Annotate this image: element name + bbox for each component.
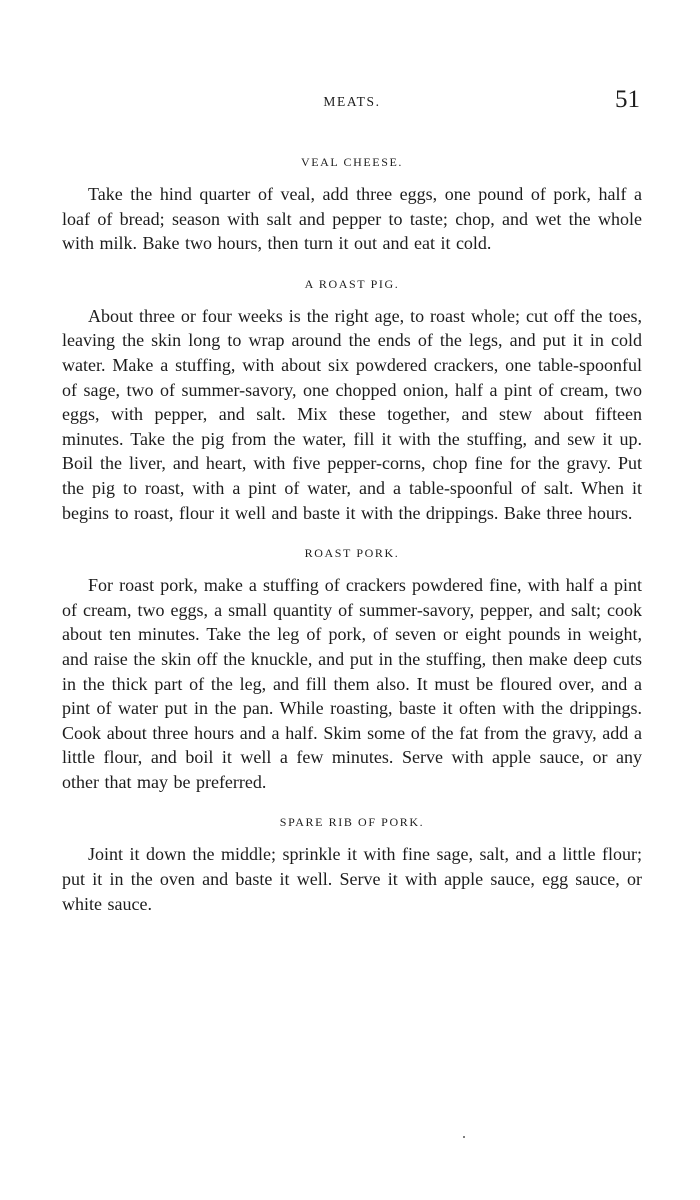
section-roast-pig <box>62 272 642 525</box>
paper-speck <box>463 1136 465 1138</box>
recipe-paragraph: For roast pork, make a stuffing of crackers powdered fine, with half a pint of cream, two eggs, a small quantity of summer-savory, pepper, and salt; cook about ten minutes. Take the leg of pork, of seven or eight pounds in weight, and raise the skin off the knuckle, and put in the stuffing, then make deep cuts in the thick part of the leg, and fill them also. It must be floured over, and a pint of water put in the pan. While roasting, baste it often with the drippings. Cook about three hours and a half. Skim some of the fat from the gravy, add a little flour, and boil it well a few minutes. Serve with apple sauce, or any other that may be preferred. <box>62 575 642 792</box>
section-roast-pork <box>62 541 642 794</box>
body-text <box>62 150 642 932</box>
section-heading: SPARE RIB OF PORK. <box>279 815 425 830</box>
running-head <box>62 86 642 120</box>
section-heading: VEAL CHEESE. <box>300 155 404 169</box>
section-heading: ROAST PORK. <box>304 546 400 561</box>
running-title: MEATS. <box>323 94 381 109</box>
section-veal-cheese <box>62 150 642 256</box>
section-spare-rib-of-pork <box>62 810 642 916</box>
section-heading: A ROAST PIG. <box>304 276 400 291</box>
page-number: 51 <box>615 86 640 113</box>
recipe-paragraph: Joint it down the middle; sprinkle it with fine sage, salt, and a little flour; put it in the oven and baste it well. Serve it with apple sauce, egg sauce, or white sauce. <box>62 844 642 914</box>
recipe-paragraph: About three or four weeks is the right age, to roast whole; cut off the toes, leaving the skin long to wrap around the ends of the legs, and put it in cold water. Make a stuffing, with about six powdered crackers, one table-spoonful of sage, two of summer-savory, one chopped onion, half a pint of cream, two eggs, with pepper, and salt. Mix these together, and stew about fifteen minutes. Take the pig from the water, fill it with the stuffing, and sew it up. Boil the liver, and heart, with five pepper-corns, chop fine for the gravy. Put the pig to roast, with a pint of water, and a table-spoonful of salt. When it begins to roast, flour it well and baste it with the drippings. Bake three hours. <box>62 305 642 523</box>
recipe-paragraph: Take the hind quarter of veal, add three eggs, one pound of pork, half a loaf of bread; season with salt and pepper to taste; chop, and wet the whole with milk. Bake two hours, then turn it out and eat it cold. <box>62 184 642 254</box>
